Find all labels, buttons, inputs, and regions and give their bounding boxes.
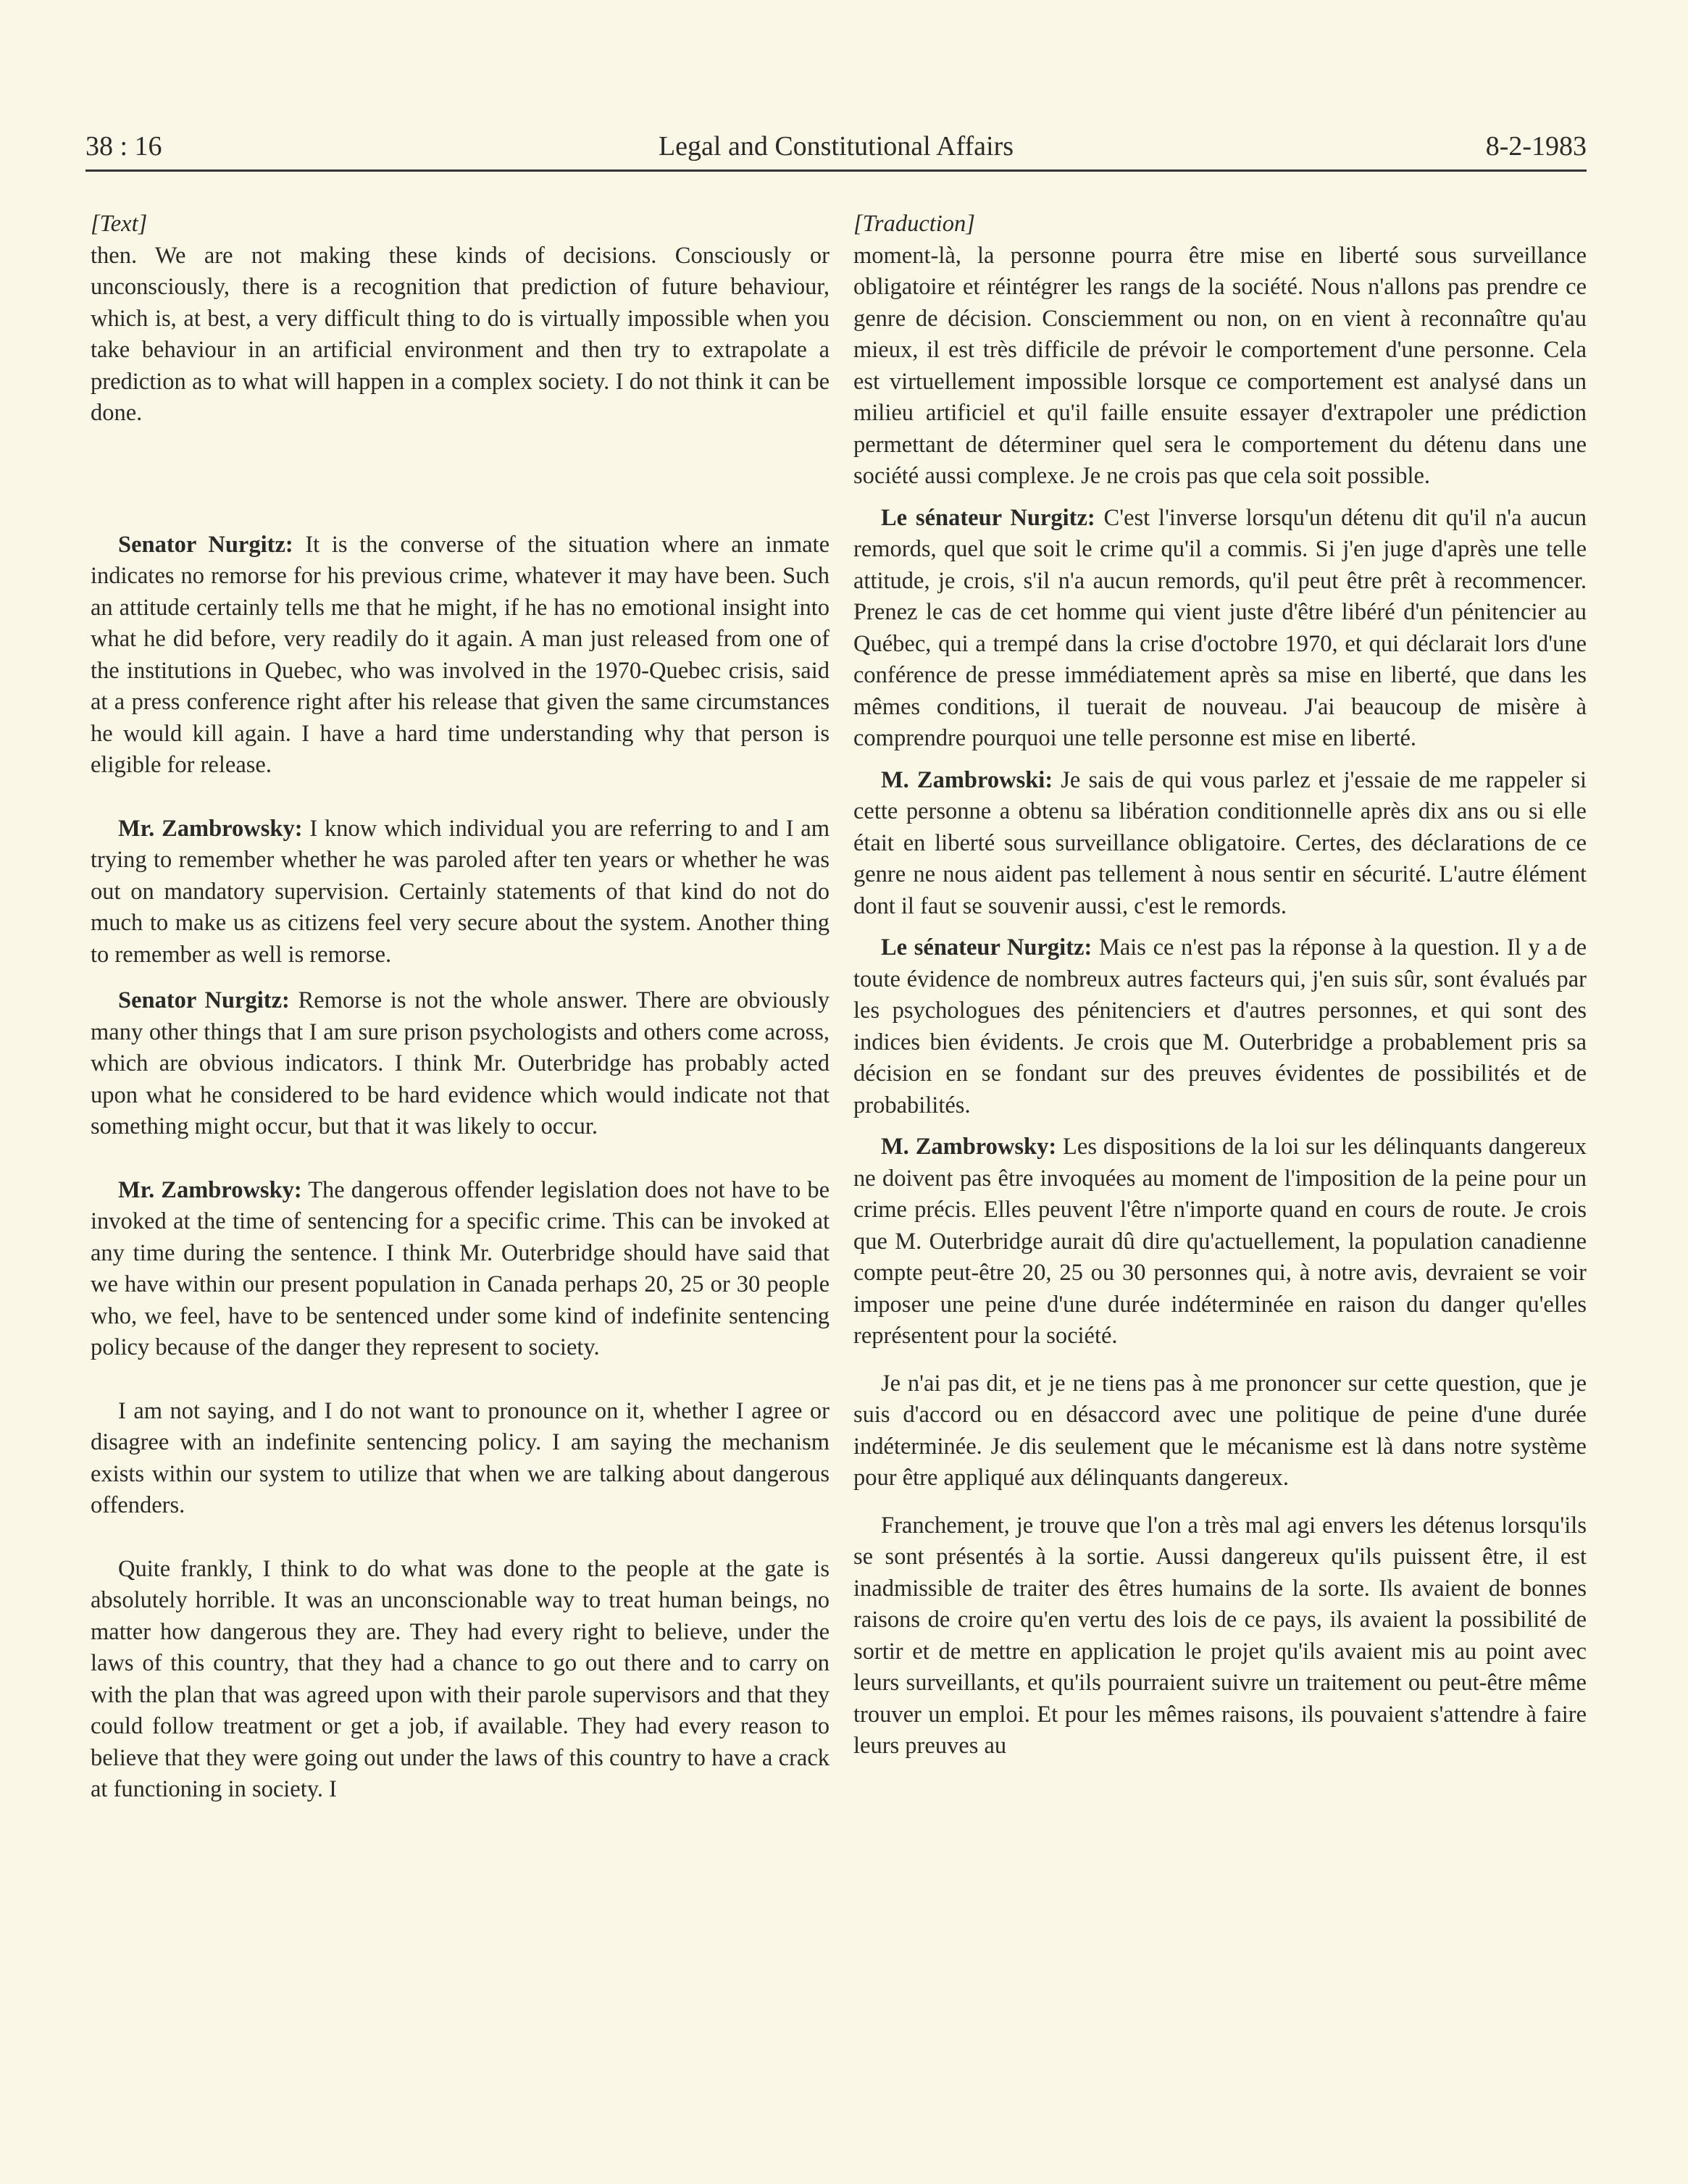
paragraph	[853, 765, 1587, 923]
speaker-name: Le sénateur Nurgitz:	[881, 504, 1095, 531]
speech-text: Les dispositions de la loi sur les délinquants dangereux ne doivent pas être invoquées au moment de l'imposition de la peine pour un crime précis. Elles peuvent l'être n'importe quand en cours de route. Je crois que M. Outerbridge aurait dû dire qu'actuellement, la population canadienne compte peut-être 20, 25 ou 30 personnes qui, à notre avis, devraient se voir imposer une peine d'une durée indéterminée en raison du danger qu'elles représentent pour la société.	[853, 1134, 1587, 1349]
paragraph	[91, 813, 830, 971]
page-number: 38 : 16	[85, 131, 162, 162]
speech-text: Remorse is not the whole answer. There are obviously many other things that I am sure prison psychologists and others come across, which are obvious indicators. I think Mr. Outerbridge has probably acted upon what he considered to be hard evidence which would indicate not that something might occur, but that it was likely to occur.	[91, 987, 830, 1139]
paragraph	[91, 1175, 830, 1364]
speaker-name: Senator Nurgitz:	[118, 531, 293, 558]
running-title: Legal and Constitutional Affairs	[658, 131, 1014, 162]
paragraph: then. We are not making these kinds of decisions. Consciously or unconsciously, there is a recognition that prediction of future behaviour, which is, at best, a very difficult thing to do is virtually impossible when you take behaviour in an artificial environment and then try to extrapolate a prediction as to what will happen in a complex society. I do not think it can be done.	[91, 242, 830, 426]
speaker-name: Senator Nurgitz:	[118, 987, 290, 1013]
paragraph	[853, 932, 1587, 1121]
page-header	[85, 123, 1587, 174]
paragraph	[91, 530, 830, 782]
paragraph: moment-là, la personne pourra être mise en liberté sous surveillance obligatoire et réintégrer les rangs de la société. Nous n'allons pas prendre ce genre de décision. Consciemment ou non, on en vient à reconnaître qu'au mieux, il est très difficile de prévoir le comportement d'une personne. Cela est virtuellement impossible lorsque ce comportement est analysé dans un milieu artificiel et qu'il faille ensuite essayer d'extrapoler une prédiction permettant de déterminer quel sera le comportement du détenu dans une société aussi complexe. Je ne crois pas que cela soit possible.	[853, 242, 1587, 489]
paragraph: Quite frankly, I think to do what was done to the people at the gate is absolutely horrible. It was an unconscionable way to treat human beings, no matter how dangerous they are. They had every right to believe, under the laws of this country, that they had a chance to go out there and to carry on with the plan that was agreed upon with their parole supervisors and that they could follow treatment or get a job, if available. They had every reason to believe that they were going out under the laws of this country to have a crack at functioning in society. I	[91, 1555, 830, 1802]
header-rule	[85, 170, 1587, 172]
speech-text: Mais ce n'est pas la réponse à la question. Il y a de toute évidence de nombreux autres facteurs qui, j'en suis sûr, sont évalués par les psychologues des pénitenciers et d'autres personnes, et qui sont des indices bien évidents. Je crois que M. Outerbridge a probablement pris sa décision en se fondant sur des preuves évidentes de possibilités et de probabilités.	[853, 934, 1587, 1118]
french-column	[853, 209, 1587, 1762]
speaker-name: Le sénateur Nurgitz:	[881, 934, 1092, 961]
text-tag: [Text]	[91, 211, 148, 237]
speech-text: I know which individual you are referring to and I am trying to remember whether he was paroled after ten years or whether he was out on mandatory supervision. Certainly statements of that kind do not do much to make us as citizens feel very secure about the system. Another thing to remember as well is remorse.	[91, 815, 830, 968]
paragraph: Je n'ai pas dit, et je ne tiens pas à me prononcer sur cette question, que je suis d'accord ou en désaccord avec une politique de peine d'une durée indéterminée. Je dis seulement que le mécanisme est là dans notre système pour être appliqué aux délinquants dangereux.	[853, 1370, 1587, 1491]
speech-text: The dangerous offender legislation does not have to be invoked at the time of sentencing for a specific crime. This can be invoked at any time during the sentence. I think Mr. Outerbridge should have said that we have within our present population in Canada perhaps 20, 25 or 30 people who, we feel, have to be sentenced under some kind of indefinite sentencing policy because of the danger they represent to society.	[91, 1176, 830, 1360]
paragraph	[853, 503, 1587, 755]
paragraph: I am not saying, and I do not want to pronounce on it, whether I agree or disagree with an indefinite sentencing policy. I am saying the mechanism exists within our system to utilize that when we are talking about dangerous offenders.	[91, 1397, 830, 1518]
speech-text: C'est l'inverse lorsqu'un détenu dit qu'il n'a aucun remords, quel que soit le crime qu'il a commis. Si j'en juge d'après une telle attitude, je crois, s'il n'a aucun remords, qu'il peut être prêt à recommencer. Prenez le cas de cet homme qui vient juste d'être libéré d'un pénitencier au Québec, qui a trempé dans la crise d'octobre 1970, et qui déclarait lors d'une conférence de presse immédiatement après sa mise en liberté, que dans les mêmes conditions, il tuerait de nouveau. J'ai beaucoup de misère à comprendre pourquoi une telle personne est mise en liberté.	[853, 504, 1587, 751]
speaker-name: Mr. Zambrowsky:	[118, 1176, 302, 1203]
speaker-name: M. Zambrowsky:	[881, 1134, 1057, 1160]
speaker-name: M. Zambrowski:	[881, 766, 1053, 793]
paragraph: Franchement, je trouve que l'on a très mal agi envers les détenus lorsqu'ils se sont présentés à la sortie. Aussi dangereux qu'ils puissent être, il est inadmissible de traiter des êtres humains de la sorte. Ils avaient de bonnes raisons de croire qu'en vertu des lois de ce pays, ils avaient la possibilité de sortir et de mettre en application le projet qu'ils avaient mis au point avec leurs surveillants, et qu'ils pourraient suivre un traitement ou peut-être même trouver un emploi. Et pour les mêmes raisons, ils pouvaient s'attendre à faire leurs preuves au	[853, 1512, 1587, 1759]
translation-tag: [Traduction]	[853, 211, 975, 237]
page-date: 8-2-1983	[1485, 131, 1587, 162]
speaker-name: Mr. Zambrowsky:	[118, 815, 303, 842]
paragraph	[91, 985, 830, 1143]
english-column	[91, 209, 830, 1806]
paragraph	[853, 1131, 1587, 1352]
speech-text: Je sais de qui vous parlez et j'essaie de me rappeler si cette personne a obtenu sa libération conditionnelle après dix ans ou si elle était en liberté sous surveillance obligatoire. Certes, des déclarations de ce genre ne nous aident pas tellement à nous sentir en sécurité. L'autre élément dont il faut se souvenir aussi, c'est le remords.	[853, 766, 1587, 919]
speech-text: It is the converse of the situation where an inmate indicates no remorse for his previous crime, whatever it may have been. Such an attitude certainly tells me that he might, if he has no emotional insight into what he did before, very readily do it again. A man just released from one of the institutions in Quebec, who was involved in the 1970-Quebec crisis, said at a press conference right after his release that given the same circumstances he would kill again. I have a hard time understanding why that person is eligible for release.	[91, 531, 830, 778]
